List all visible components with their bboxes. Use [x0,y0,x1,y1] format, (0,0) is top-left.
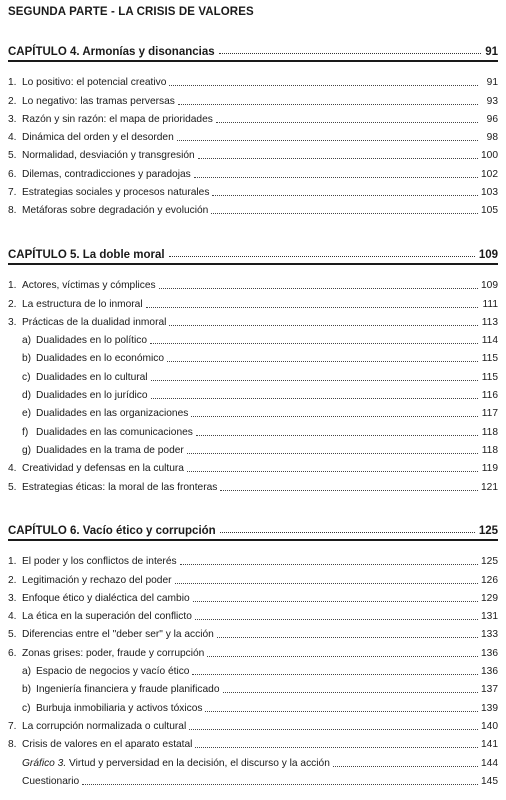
toc-entry [8,402,498,420]
dot-leader [177,140,478,141]
entry-label-text: Legitimación y rechazo del poder [22,574,172,586]
entry-number: 2. [8,574,17,586]
entry-page-number: 119 [481,463,498,475]
toc-entry [8,384,498,402]
toc-entry [8,329,498,347]
dot-leader [205,711,478,712]
chapter-title: CAPÍTULO 6. Vacío ético y corrupción [8,525,216,537]
toc-entry [8,144,498,162]
entry-page-number: 117 [481,408,498,420]
toc-entry [8,439,498,457]
toc-entry [8,678,498,696]
entry-label [36,335,147,347]
entry-label [22,299,143,311]
entry-page-number: 125 [481,556,498,568]
chapter-page-number: 91 [485,46,498,58]
entry-number: 6. [8,168,17,180]
entry-label [36,666,189,678]
entry-page-number: 139 [481,702,498,714]
entry-label [22,629,214,641]
toc-entry [8,623,498,641]
dot-leader [180,564,478,565]
entry-number: c) [22,702,31,714]
entry-label [22,776,79,788]
dot-leader [212,195,478,196]
entry-number: 3. [8,592,17,604]
entry-label-text: Dinámica del orden y el desorden [22,132,174,144]
toc-entry [8,292,498,310]
dot-leader [192,674,478,675]
entry-page-number: 118 [481,426,498,438]
entry-label [36,390,148,402]
entry-label [36,408,188,420]
entry-page-number: 102 [481,168,498,180]
entry-number: 5. [8,629,17,641]
entry-page-number: 111 [482,298,498,310]
entry-number: f) [22,426,29,438]
entry-page-number: 141 [481,739,498,751]
entry-page-number: 114 [481,335,498,347]
toc-entry [8,568,498,586]
dot-leader [220,532,475,533]
entry-number: a) [22,335,32,347]
dot-leader [159,288,478,289]
entry-label-text: Metáforas sobre degradación y evolución [22,205,209,217]
entry-label-text: La ética en la superación del conflicto [22,611,192,623]
toc-entry [8,108,498,126]
chapter-heading [8,245,498,265]
entry-page-number: 136 [481,647,498,659]
chapter-heading [8,521,498,541]
toc-entry [8,550,498,568]
dot-leader [151,398,478,399]
dot-leader [198,158,478,159]
dot-leader [175,583,478,584]
dot-leader [150,343,478,344]
entry-label [22,463,184,475]
entry-label-text: Dualidades en la trama de poder [36,444,184,456]
entry-label [22,593,190,605]
toc-entry [8,181,498,199]
entry-label-text: Creatividad y defensas en la cultura [22,463,184,475]
part-title: SEGUNDA PARTE - LA CRISIS DE VALORES [8,6,254,18]
entry-label-text: Dualidades en lo cultural [36,371,148,383]
entry-label-italic: Gráfico 3. [22,757,67,769]
entry-label [36,445,184,457]
dot-leader [191,416,478,417]
entry-label-text: Estrategias éticas: la moral de las fronteras [22,481,218,493]
dot-leader [167,361,478,362]
entry-label [22,77,166,89]
entry-number: c) [22,371,31,383]
entry-label [36,684,220,696]
entry-page-number: 133 [481,629,498,641]
entry-page-number: 121 [481,481,498,493]
dot-leader [220,490,478,491]
entry-number: e) [22,408,32,420]
entry-label [22,739,192,751]
entry-label [22,205,208,217]
entry-label [22,758,330,770]
toc-entry [8,715,498,733]
entry-label-text: Dualidades en lo económico [36,353,164,365]
entry-page-number: 144 [481,757,498,769]
entry-number: 6. [8,647,17,659]
entry-label [22,575,172,587]
toc-entry [8,347,498,365]
entry-page-number: 109 [481,280,498,292]
dot-leader [333,766,478,767]
entry-label-text: El poder y los conflictos de interés [22,556,177,568]
entry-page-number: 93 [486,95,498,107]
entry-number: 4. [8,611,17,623]
entry-label-text: Dilemas, contradicciones y paradojas [22,168,191,180]
toc-entry [8,605,498,623]
entry-label-text: Estrategias sociales y procesos naturales [22,187,210,199]
entry-number: b) [22,684,32,696]
entry-number: 3. [8,316,17,328]
entry-number: 4. [8,132,17,144]
entry-label [22,96,175,108]
entry-label-text: Espacio de negocios y vacío ético [36,666,190,678]
entry-number: 8. [8,205,17,217]
dot-leader [82,784,478,785]
entry-number: d) [22,390,32,402]
entry-page-number: 126 [481,574,498,586]
entry-page-number: 137 [481,684,498,696]
chapter-4 [8,42,498,217]
entry-label [22,721,186,733]
toc-entry [8,71,498,89]
entry-label [22,482,217,494]
entry-label-text: Zonas grises: poder, fraude y corrupción [22,647,205,659]
entry-label [22,611,192,623]
entry-label [22,150,195,162]
entry-page-number: 91 [486,77,498,89]
dot-leader [196,435,478,436]
entry-page-number: 116 [481,390,498,402]
entry-page-number: 129 [481,592,498,604]
entry-label [22,648,204,660]
entry-number: 4. [8,463,17,475]
entry-label-text: Lo negativo: las tramas perversas [22,95,175,107]
toc-entry [8,199,498,217]
entry-label-text: Virtud y perversidad en la decisión, el discurso y la acción [66,757,330,769]
entry-label-text: Crisis de valores en el aparato estatal [22,739,193,751]
entry-number: 2. [8,95,17,107]
entry-page-number: 98 [486,132,498,144]
toc-entry [8,641,498,659]
dot-leader [146,307,478,308]
chapter-title: CAPÍTULO 4. Armonías y disonancias [8,46,215,58]
toc-entry [8,457,498,475]
entry-label-text: Lo positivo: el potencial creativo [22,77,167,89]
toc-entry [8,420,498,438]
toc-entry [8,274,498,292]
chapter-6 [8,521,498,788]
toc-entry-list [8,550,498,788]
entry-label-text: La corrupción normalizada o cultural [22,720,187,732]
dot-leader [169,256,475,257]
entry-number: 7. [8,720,17,732]
entry-page-number: 145 [481,775,498,787]
entry-label-text: La estructura de lo inmoral [22,298,143,310]
entry-number: g) [22,444,32,456]
entry-page-number: 105 [481,205,498,217]
entry-label [22,169,191,181]
toc-entry [8,587,498,605]
toc-entry [8,89,498,107]
entry-label-text: Dualidades en lo político [36,335,148,347]
dot-leader [169,85,478,86]
toc-entry-list [8,274,498,494]
entry-number: 1. [8,556,17,568]
entry-page-number: 96 [486,113,498,125]
entry-number: 5. [8,481,17,493]
toc-entry [8,660,498,678]
entry-page-number: 115 [481,371,498,383]
chapter-heading [8,42,498,62]
entry-number: 3. [8,113,17,125]
entry-number: 8. [8,739,17,751]
entry-label-text: Razón y sin razón: el mapa de prioridades [22,113,213,125]
dot-leader [151,380,478,381]
entry-page-number: 115 [481,353,498,365]
entry-page-number: 131 [481,611,498,623]
toc-entry [8,126,498,144]
entry-label [22,280,156,292]
entry-page-number: 103 [481,187,498,199]
chapter-page-number: 125 [478,525,498,537]
toc-entry [8,696,498,714]
toc-entry [8,365,498,383]
dot-leader [211,213,478,214]
chapter-title: CAPÍTULO 5. La doble moral [8,249,165,261]
entry-number: b) [22,353,32,365]
entry-label-text: Prácticas de la dualidad inmoral [22,316,167,328]
dot-leader [169,325,478,326]
dot-leader [193,601,478,602]
entry-label [22,556,177,568]
entry-number: 2. [8,298,17,310]
dot-leader [194,177,478,178]
entry-label [22,317,166,329]
entry-label [22,132,174,144]
dot-leader [189,729,478,730]
entry-label [36,353,164,365]
dot-leader [219,53,482,54]
dot-leader [216,122,478,123]
entry-page-number: 118 [481,444,498,456]
entry-label-text: Enfoque ético y dialéctica del cambio [22,592,190,604]
toc-entry-list [8,71,498,217]
dot-leader [217,637,478,638]
entry-page-number: 140 [481,720,498,732]
dot-leader [187,453,478,454]
entry-number: a) [22,666,32,678]
entry-label-text: Ingeniería financiera y fraude planificado [36,684,220,696]
chapter-5 [8,245,498,494]
toc-entry [8,475,498,493]
entry-label [36,372,148,384]
entry-label-text: Dualidades en las comunicaciones [36,426,193,438]
toc-entry [8,733,498,751]
toc-entry [8,162,498,180]
entry-page-number: 113 [481,316,498,328]
entry-number: 1. [8,77,17,89]
entry-label [36,427,193,439]
entry-label-text: Diferencias entre el "deber ser" y la acción [22,629,214,641]
entry-number: 7. [8,187,17,199]
entry-label [22,114,213,126]
toc-entry [8,751,498,769]
entry-label-text: Actores, víctimas y cómplices [22,280,156,292]
entry-label-text: Dualidades en las organizaciones [36,408,189,420]
dot-leader [223,692,479,693]
entry-number: 5. [8,150,17,162]
toc-entry [8,770,498,788]
toc-entry [8,311,498,329]
chapter-page-number: 109 [478,249,498,261]
dot-leader [195,619,478,620]
entry-number: 1. [8,280,17,292]
dot-leader [207,656,478,657]
entry-page-number: 136 [481,666,498,678]
dot-leader [195,747,478,748]
entry-label-text: Dualidades en lo jurídico [36,390,148,402]
entry-label-text: Normalidad, desviación y transgresión [22,150,195,162]
entry-page-number: 100 [481,150,498,162]
entry-label-text: Cuestionario [22,775,80,787]
entry-label-text: Burbuja inmobiliaria y activos tóxicos [36,702,203,714]
entry-label [22,187,209,199]
dot-leader [178,104,478,105]
entry-label [36,703,202,715]
dot-leader [187,471,478,472]
